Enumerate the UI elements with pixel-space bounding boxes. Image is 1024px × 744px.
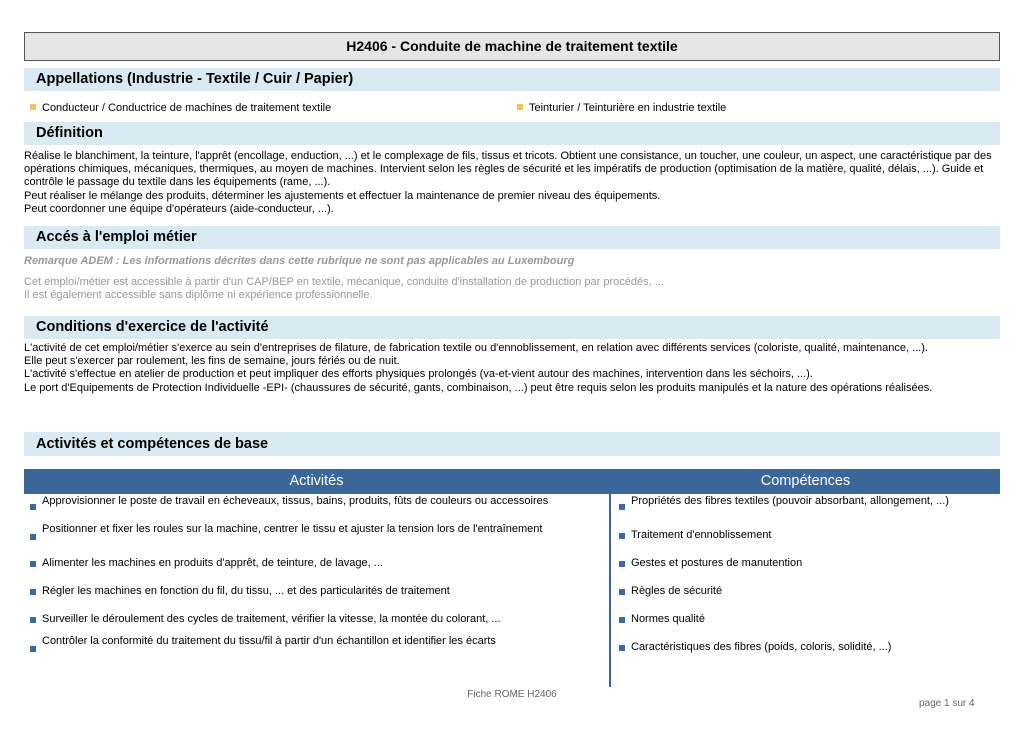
bullet-icon <box>30 504 36 510</box>
competence-label: Caractéristiques des fibres (poids, coloris, solidité, ...) <box>631 641 892 653</box>
acces-line: Il est également accessible sans diplôme ni expérience professionnelle. <box>24 289 373 302</box>
activite-item <box>30 585 600 598</box>
bullet-icon <box>517 104 523 110</box>
definition-paragraph: Peut coordonner une équipe d'opérateurs (aide-conducteur, ...). <box>24 202 334 215</box>
competence-label: Gestes et postures de manutention <box>631 557 803 569</box>
section-activites-heading: Activités et compétences de base <box>24 432 1000 456</box>
competence-item <box>619 585 997 598</box>
appellation-item <box>30 102 331 114</box>
adem-remark: Remarque ADEM : Les informations décrites dans cette rubrique ne sont pas applicables au Luxembourg <box>24 255 575 267</box>
competence-label: Propriétés des fibres textiles (pouvoir absorbant, allongement, ...) <box>631 495 949 507</box>
competence-label: Règles de sécurité <box>631 585 723 597</box>
conditions-line: L'activité s'effectue en atelier de production et peut impliquer des efforts physiques prolongés (va-et-vient autour des machines, intervention dans les séchoirs, ...). <box>24 368 813 381</box>
bullet-icon <box>30 561 36 567</box>
competence-item <box>619 613 997 626</box>
activite-item <box>30 635 600 648</box>
activite-label: Surveiller le déroulement des cycles de traitement, vérifier la vitesse, la montée du colorant, ... <box>42 613 501 625</box>
bullet-icon <box>619 617 625 623</box>
activite-label: Positionner et fixer les roules sur la machine, centrer le tissu et ajuster la tension lors de l'entraînement <box>42 523 543 535</box>
bullet-icon <box>30 617 36 623</box>
activite-item <box>30 523 600 536</box>
conditions-line: Elle peut s'exercer par roulement, les fins de semaine, jours fériés ou de nuit. <box>24 355 400 368</box>
column-divider <box>609 469 611 687</box>
bullet-icon <box>30 646 36 652</box>
definition-text <box>24 150 1000 216</box>
bullet-icon <box>619 561 625 567</box>
bullet-icon <box>619 589 625 595</box>
activite-label: Régler les machines en fonction du fil, du tissu, ... et des particularités de traitement <box>42 585 450 597</box>
section-acces-heading: Accés à l'emploi métier <box>24 226 1000 249</box>
appellation-label: Teinturier / Teinturière en industrie textile <box>529 102 727 114</box>
page-title: H2406 - Conduite de machine de traitement textile <box>24 32 1000 61</box>
section-definition-heading: Définition <box>24 122 1000 145</box>
conditions-line: Le port d'Equipements de Protection Individuelle -EPI- (chaussures de sécurité, gants, combinaison, ...) peut être requis selon les produits manipulés et la nature des opérations réalisées. <box>24 381 933 394</box>
competence-item <box>619 557 997 570</box>
conditions-line: L'activité de cet emploi/métier s'exerce au sein d'entreprises de filature, de fabrication textile ou d'ennoblissement, en relation avec différents services (coloriste, qualité, maintenance, ...). <box>24 342 928 354</box>
competence-label: Traitement d'ennoblissement <box>631 529 772 541</box>
acces-line: Cet emploi/métier est accessible à partir d'un CAP/BEP en textile, mécanique, conduite d'installation de production par procédés, ... <box>24 276 664 288</box>
bullet-icon <box>619 645 625 651</box>
conditions-text <box>24 342 1000 395</box>
appellation-label: Conducteur / Conductrice de machines de traitement textile <box>42 102 332 114</box>
activite-item <box>30 557 600 570</box>
competence-item <box>619 495 997 508</box>
bullet-icon <box>30 589 36 595</box>
definition-paragraph: Réalise le blanchiment, la teinture, l'apprêt (encollage, enduction, ...) et le complexage de fils, tissus et tricots. Obtient une consistance, un toucher, une couleur, un aspect, une caractéristique par des opérations chimiques, mécaniques, thermiques, au moyen de machines. Intervient selon les règles de sécurité et les impératifs de production (optimisation de la matière, qualité, délais, ...). Guide et contrôle le passage du textile dans les équipements (rame, ...). <box>24 150 992 189</box>
footer-page-number: page 1 sur 4 <box>919 698 975 709</box>
definition-paragraph: Peut réaliser le mélange des produits, déterminer les ajustements et effectuer la maintenance de premier niveau des équipements. <box>24 189 661 202</box>
table-header-competences: Compétences <box>611 469 1000 494</box>
activite-item <box>30 613 600 626</box>
bullet-icon <box>619 504 625 510</box>
activite-item <box>30 495 600 508</box>
acces-text <box>24 276 1000 302</box>
activite-label: Contrôler la conformité du traitement du tissu/fil à partir d'un échantillon et identifier les écarts <box>42 635 496 647</box>
section-appellations-heading: Appellations (Industrie - Textile / Cuir / Papier) <box>24 68 1000 91</box>
bullet-icon <box>30 104 36 110</box>
table-header-activites: Activités <box>24 469 609 494</box>
activite-label: Approvisionner le poste de travail en écheveaux, tissus, bains, produits, fûts de couleurs ou accessoires <box>42 495 549 507</box>
appellation-item <box>517 102 726 114</box>
bullet-icon <box>30 534 36 540</box>
competence-label: Normes qualité <box>631 613 705 625</box>
competence-item <box>619 529 997 542</box>
competence-item <box>619 641 997 654</box>
bullet-icon <box>619 533 625 539</box>
footer-fiche-label: Fiche ROME H2406 <box>467 689 557 700</box>
section-conditions-heading: Conditions d'exercice de l'activité <box>24 316 1000 339</box>
activite-label: Alimenter les machines en produits d'apprêt, de teinture, de lavage, ... <box>42 557 383 569</box>
